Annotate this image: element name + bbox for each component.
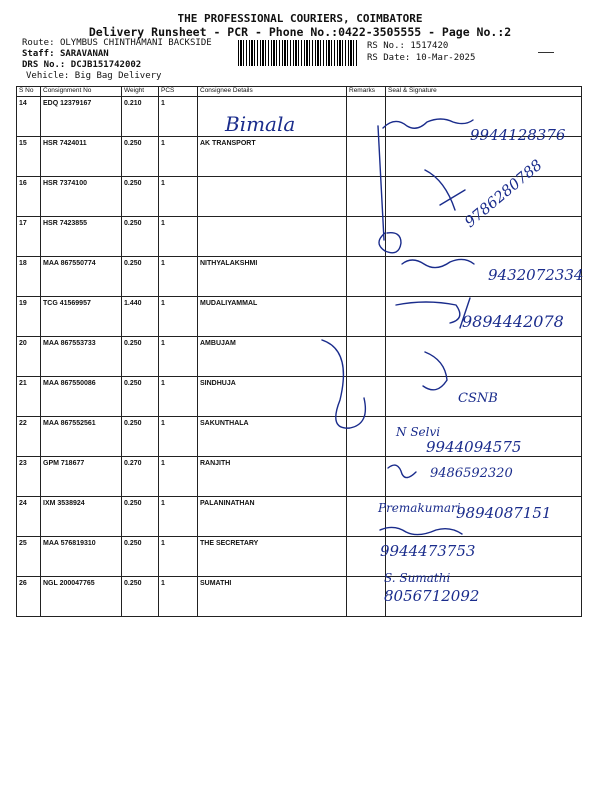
cell-consignment: HSR 7424011: [41, 137, 122, 177]
cell-pcs: 1: [159, 137, 198, 177]
cell-weight: 0.250: [122, 417, 159, 457]
cell-sno: 15: [17, 137, 41, 177]
cell-sno: 14: [17, 97, 41, 137]
cell-weight: 0.250: [122, 137, 159, 177]
handwritten-name: Premakumari: [378, 501, 461, 515]
cell-consignee: AK TRANSPORT: [198, 137, 347, 177]
rs-no-label: RS No.:: [367, 41, 405, 51]
col-weight: Weight: [122, 87, 159, 97]
cell-pcs: 1: [159, 297, 198, 337]
cell-sno: 21: [17, 377, 41, 417]
col-consignee: Consignee Details: [198, 87, 347, 97]
cell-consignment: MAA 867550086: [41, 377, 122, 417]
cell-consignment: HSR 7374100: [41, 177, 122, 217]
company-title: THE PROFESSIONAL COURIERS, COIMBATORE: [177, 12, 423, 25]
handwritten-name: Bimala: [225, 112, 296, 136]
route-value: OLYMBUS CHINTHAMANI BACKSIDE: [59, 38, 212, 48]
cell-consignee: THE SECRETARY: [198, 537, 347, 577]
cell-sno: 17: [17, 217, 41, 257]
cell-consignee: PALANINATHAN: [198, 497, 347, 537]
cell-pcs: 1: [159, 337, 198, 377]
cell-pcs: 1: [159, 377, 198, 417]
signature-scribble: [388, 465, 416, 477]
cell-consignment: MAA 867553733: [41, 337, 122, 377]
cell-consignment: GPM 718677: [41, 457, 122, 497]
handwritten-phone: 9486592320: [430, 466, 513, 481]
col-consignment: Consignment No: [41, 87, 122, 97]
cell-pcs: 1: [159, 217, 198, 257]
signature-scribble: [383, 119, 473, 128]
cell-pcs: 1: [159, 537, 198, 577]
drs-value: DCJB151742002: [70, 60, 142, 70]
cell-weight: 0.210: [122, 97, 159, 137]
cell-weight: 0.250: [122, 257, 159, 297]
handwritten-phone: 8056712092: [384, 587, 480, 605]
handwritten-stamp: CSNB: [458, 391, 498, 406]
cell-sno: 24: [17, 497, 41, 537]
cell-sno: 22: [17, 417, 41, 457]
cell-pcs: 1: [159, 177, 198, 217]
cell-consignment: MAA 867552561: [41, 417, 122, 457]
handwritten-phone: 9894087151: [456, 504, 552, 522]
runsheet-subtitle: Delivery Runsheet - PCR - Phone No.:0422-3505555 - Page No.:2: [88, 25, 512, 39]
rs-date-label: RS Date:: [367, 53, 411, 63]
col-remarks: Remarks: [347, 87, 386, 97]
signature-scribble: [396, 298, 470, 328]
cell-consignee: RANJITH: [198, 457, 347, 497]
signature-scribble: [380, 527, 462, 534]
cell-sno: 23: [17, 457, 41, 497]
staff-label: Staff:: [22, 49, 55, 59]
cell-weight: 0.270: [122, 457, 159, 497]
cell-sno: 26: [17, 577, 41, 617]
cell-consignee: AMBUJAM: [198, 337, 347, 377]
cell-pcs: 1: [159, 417, 198, 457]
handwritten-phone: 9894442078: [462, 312, 564, 331]
cell-consignment: MAA 867550774: [41, 257, 122, 297]
cell-pcs: 1: [159, 577, 198, 617]
cell-weight: 0.250: [122, 377, 159, 417]
cell-pcs: 1: [159, 457, 198, 497]
staff-value: SARAVANAN: [59, 49, 109, 59]
cell-weight: 0.250: [122, 577, 159, 617]
handwritten-phone: 9432072334: [488, 266, 584, 284]
handwritten-phone: 9944473753: [380, 542, 476, 560]
route-label: Route:: [22, 38, 55, 48]
cell-consignment: TCG 41569957: [41, 297, 122, 337]
handwritten-phone: 9944128376: [470, 126, 566, 144]
signature-scribble: [378, 126, 465, 240]
cell-consignee: SAKUNTHALA: [198, 417, 347, 457]
cell-weight: 0.250: [122, 337, 159, 377]
cell-sno: 25: [17, 537, 41, 577]
cell-sno: 20: [17, 337, 41, 377]
cell-weight: 0.250: [122, 537, 159, 577]
cell-consignee: NITHYALAKSHMI: [198, 257, 347, 297]
cell-consignment: NGL 200047765: [41, 577, 122, 617]
cell-sno: 16: [17, 177, 41, 217]
cell-consignee: SINDHUJA: [198, 377, 347, 417]
cell-consignee: MUDALIYAMMAL: [198, 297, 347, 337]
signature-scribble: [379, 233, 401, 253]
cell-pcs: 1: [159, 97, 198, 137]
vehicle-label: Vehicle:: [26, 71, 70, 81]
handwritten-name: S. Sumathi: [384, 571, 451, 585]
cell-weight: 0.250: [122, 177, 159, 217]
handwritten-phone: 9786280788: [461, 155, 546, 232]
handwritten-phone: 9944094575: [426, 438, 522, 456]
col-sno: S No: [17, 87, 41, 97]
signature-scribble: [322, 340, 447, 428]
cell-weight: 1.440: [122, 297, 159, 337]
rs-no-value: 1517420: [410, 41, 449, 51]
cell-pcs: 1: [159, 497, 198, 537]
cell-sno: 19: [17, 297, 41, 337]
cell-consignment: HSR 7423855: [41, 217, 122, 257]
cell-consignment: MAA 576819310: [41, 537, 122, 577]
col-signature: Seal & Signature: [386, 87, 582, 97]
cell-pcs: 1: [159, 257, 198, 297]
rs-date-value: 10-Mar-2025: [415, 53, 476, 63]
cell-consignee: SUMATHI: [198, 577, 347, 617]
handwritten-name: N Selvi: [396, 425, 441, 439]
cell-consignment: EDQ 12379167: [41, 97, 122, 137]
signature-scribble: [402, 259, 474, 267]
cell-consignment: IXM 3538924: [41, 497, 122, 537]
cell-weight: 0.250: [122, 217, 159, 257]
vehicle-value: Big Bag Delivery: [74, 71, 162, 81]
drs-label: DRS No.:: [22, 60, 66, 70]
cell-weight: 0.250: [122, 497, 159, 537]
col-pcs: PCS: [159, 87, 198, 97]
cell-sno: 18: [17, 257, 41, 297]
